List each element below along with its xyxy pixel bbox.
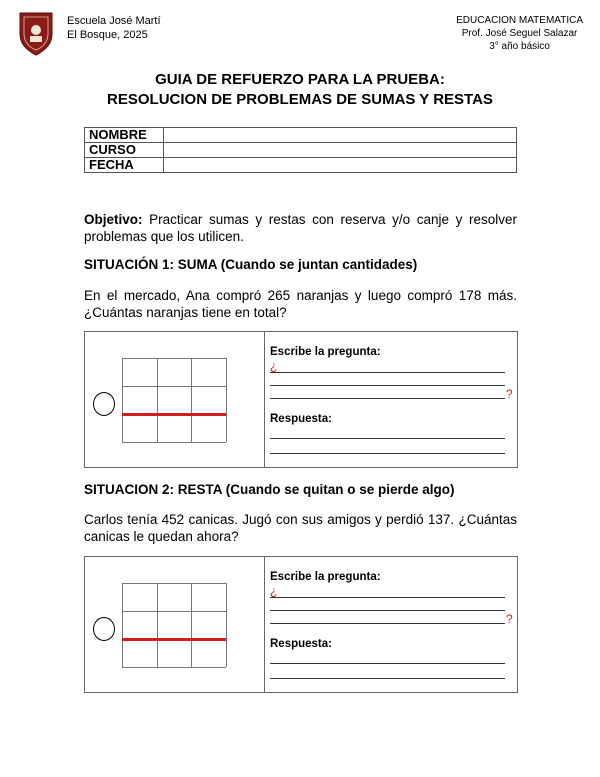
subject-name: EDUCACION MATEMATICA — [456, 15, 583, 26]
question-line-1[interactable] — [270, 597, 505, 598]
situation-2-problem: Carlos tenía 452 canicas. Jugó con sus amigos y perdió 137. ¿Cuántas canicas le quedan ahora? — [84, 512, 517, 544]
question-line-3[interactable] — [270, 398, 505, 399]
date-row — [85, 158, 517, 173]
question-prompt: Escribe la pregunta: — [270, 346, 381, 358]
school-name: Escuela José Martí — [67, 15, 161, 27]
title-line-1: GUIA DE REFUERZO PARA LA PRUEBA: — [155, 71, 445, 88]
situation-2-work-box — [84, 556, 518, 693]
name-row — [85, 128, 517, 143]
course-label: CURSO — [85, 143, 164, 158]
answer-line-2[interactable] — [270, 678, 505, 679]
course-field[interactable] — [164, 143, 517, 158]
question-line-2[interactable] — [270, 385, 505, 386]
column-grid[interactable] — [122, 358, 226, 442]
close-question-mark: ? — [506, 612, 513, 626]
question-prompt: Escribe la pregunta: — [270, 571, 381, 583]
answer-prompt: Respuesta: — [270, 638, 332, 650]
operation-sign-circle[interactable] — [93, 617, 115, 641]
title-line-2: RESOLUCION DE PROBLEMAS DE SUMAS Y RESTAS — [107, 91, 493, 108]
answer-line-1[interactable] — [270, 438, 505, 439]
course-header — [456, 14, 583, 53]
answer-line-2[interactable] — [270, 453, 505, 454]
situation-1-problem: En el mercado, Ana compró 265 naranjas y luego compró 178 más. ¿Cuántas naranjas tiene en total? — [84, 288, 517, 320]
close-question-mark: ? — [506, 387, 513, 401]
date-field[interactable] — [164, 158, 517, 173]
answer-line-1[interactable] — [270, 663, 505, 664]
question-line-1[interactable] — [270, 372, 505, 373]
operation-sign-circle[interactable] — [93, 392, 115, 416]
place-year: El Bosque, 2025 — [67, 29, 148, 41]
question-line-3[interactable] — [270, 623, 505, 624]
result-line — [122, 413, 226, 416]
school-header — [67, 14, 161, 42]
grade-level: 3° año básico — [489, 41, 550, 52]
situation-2-heading: SITUACION 2: RESTA (Cuando se quitan o se pierde algo) — [84, 482, 455, 497]
date-label: FECHA — [85, 158, 164, 173]
page-title — [0, 70, 600, 110]
student-info-table — [84, 127, 517, 173]
name-field[interactable] — [164, 128, 517, 143]
question-line-2[interactable] — [270, 610, 505, 611]
answer-prompt: Respuesta: — [270, 413, 332, 425]
teacher-name: Prof. José Seguel Salazar — [461, 28, 578, 39]
open-question-mark: ¿ — [270, 584, 278, 598]
course-row — [85, 143, 517, 158]
name-label: NOMBRE — [85, 128, 164, 143]
situation-1-heading: SITUACIÓN 1: SUMA (Cuando se juntan cantidades) — [84, 257, 418, 272]
result-line — [122, 638, 226, 641]
column-grid[interactable] — [122, 583, 226, 667]
situation-1-work-box — [84, 331, 518, 468]
objective-text: Practicar sumas y restas con reserva y/o canje y resolver problemas que los utilicen. — [84, 212, 517, 244]
objective — [84, 211, 517, 245]
open-question-mark: ¿ — [270, 359, 278, 373]
objective-label: Objetivo: — [84, 212, 143, 227]
school-logo-icon — [18, 10, 54, 56]
